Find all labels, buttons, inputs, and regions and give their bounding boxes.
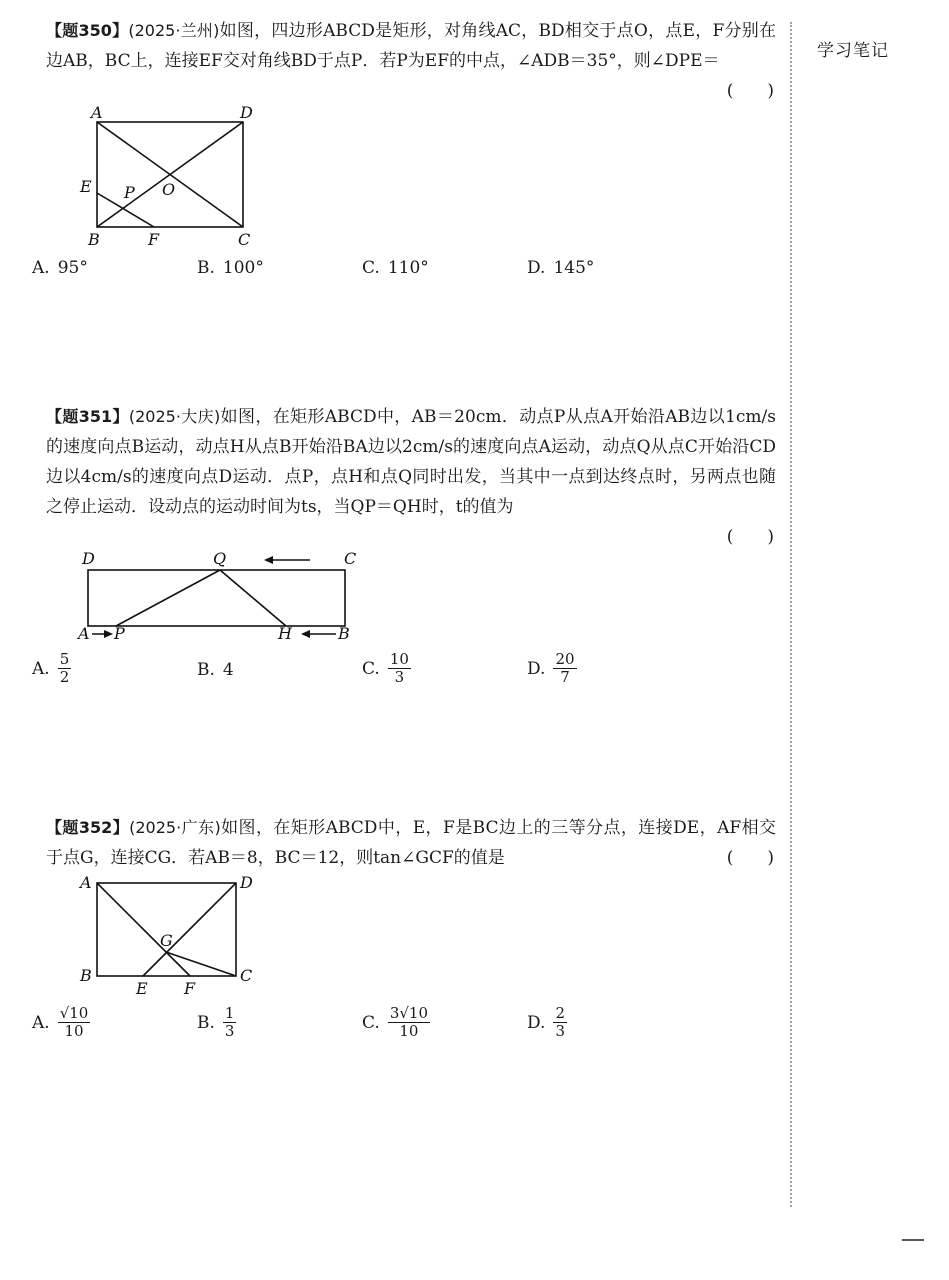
problem-tag: 【题350】 bbox=[46, 21, 129, 40]
label-q: Q bbox=[213, 549, 227, 568]
problem-352 bbox=[46, 813, 776, 873]
label-p: P bbox=[124, 183, 135, 202]
option-d[interactable]: D. 145° bbox=[527, 258, 595, 278]
answer-blank: ( ) bbox=[726, 848, 774, 868]
notes-column-title: 学习笔记 bbox=[817, 41, 889, 61]
option-b[interactable]: B. $\frac{1}{3}$ bbox=[197, 1004, 235, 1040]
option-c[interactable]: C. 110° bbox=[362, 258, 429, 278]
label-b: B bbox=[80, 966, 92, 985]
label-h: H bbox=[278, 624, 292, 643]
answer-blank: ( ) bbox=[726, 527, 774, 547]
label-e: E bbox=[80, 177, 92, 196]
option-c[interactable]: C. $\frac{3√10}{10}$ bbox=[362, 1004, 429, 1040]
option-a[interactable]: A. 95° bbox=[32, 258, 88, 278]
problem-350 bbox=[46, 16, 776, 101]
problem-350-options bbox=[32, 258, 732, 298]
problem-tag: 【题352】 bbox=[46, 818, 130, 837]
problem-351-stem bbox=[46, 402, 776, 522]
problem-text: 如图，在矩形ABCD中，E，F是BC边上的三等分点，连接DE，AF相交于点G，连接CG．若AB＝8，BC＝12，则tan∠GCF的值是 bbox=[46, 818, 776, 868]
label-d: D bbox=[82, 549, 95, 568]
problem-text: 如图，在矩形ABCD中，AB＝20cm．动点P从点A开始沿AB边以1cm/s的速度向点B运动，动点H从点B开始沿BA边以2cm/s的速度向点A运动，动点Q从点C开始沿CD边以4cm/s的速度向点D运动．点P，点H和点Q同时出发，当其中一点到达终点时，另两点也随之停止运动．设动点的运动时间为ts，当QP＝QH时，t的值为 bbox=[46, 407, 776, 517]
option-a[interactable]: A. $\frac{√10}{10}$ bbox=[32, 1004, 89, 1040]
problem-tag: 【题351】 bbox=[46, 407, 129, 426]
segment-af bbox=[97, 883, 190, 976]
label-f: F bbox=[148, 230, 160, 249]
label-e: E bbox=[136, 979, 148, 998]
option-a[interactable]: A. $\frac{5}{2}$ bbox=[32, 650, 70, 686]
problem-source: (2025·大庆) bbox=[128, 407, 221, 426]
label-b: B bbox=[338, 624, 350, 643]
label-o: O bbox=[162, 180, 176, 199]
label-a: A bbox=[80, 873, 92, 892]
problem-351 bbox=[46, 402, 776, 547]
option-c[interactable]: C. $\frac{10}{3}$ bbox=[362, 650, 409, 686]
option-b[interactable]: B. 4 bbox=[197, 660, 234, 680]
label-b: B bbox=[88, 230, 100, 249]
segment-de bbox=[143, 883, 236, 976]
scroll-indicator bbox=[902, 1239, 924, 1241]
answer-blank: ( ) bbox=[726, 81, 774, 101]
problem-350-figure bbox=[72, 100, 272, 254]
problem-350-stem bbox=[46, 16, 776, 76]
problem-352-stem bbox=[46, 813, 776, 873]
segment-qp bbox=[116, 570, 220, 626]
label-d: D bbox=[240, 873, 253, 892]
problem-351-figure bbox=[72, 548, 372, 652]
problem-352-figure bbox=[72, 868, 272, 1007]
notes-divider bbox=[790, 22, 792, 1207]
rectangle-abcd bbox=[88, 570, 345, 626]
label-p: P bbox=[114, 624, 125, 643]
option-b[interactable]: B. 100° bbox=[197, 258, 264, 278]
problem-source: (2025·广东) bbox=[129, 818, 221, 837]
segment-qh bbox=[220, 570, 286, 626]
label-c: C bbox=[238, 230, 251, 249]
option-d[interactable]: D. $\frac{2}{3}$ bbox=[527, 1004, 565, 1040]
label-f: F bbox=[184, 979, 196, 998]
option-d[interactable]: D. $\frac{20}{7}$ bbox=[527, 650, 575, 686]
problem-352-options bbox=[32, 1005, 732, 1045]
label-a: A bbox=[78, 624, 90, 643]
label-c: C bbox=[240, 966, 253, 985]
segment-cg bbox=[166, 952, 236, 976]
label-g: G bbox=[160, 931, 173, 950]
label-d: D bbox=[240, 103, 253, 122]
problem-text: 如图，四边形ABCD是矩形，对角线AC，BD相交于点O，点E，F分别在边AB，BC上，连接EF交对角线BD于点P．若P为EF的中点，∠ADB＝35°，则∠DPE＝ bbox=[46, 21, 776, 71]
rectangle-abcd bbox=[97, 883, 236, 976]
problem-source: (2025·兰州) bbox=[128, 21, 220, 40]
label-c: C bbox=[344, 549, 357, 568]
problem-351-options bbox=[32, 651, 732, 691]
label-a: A bbox=[91, 103, 103, 122]
